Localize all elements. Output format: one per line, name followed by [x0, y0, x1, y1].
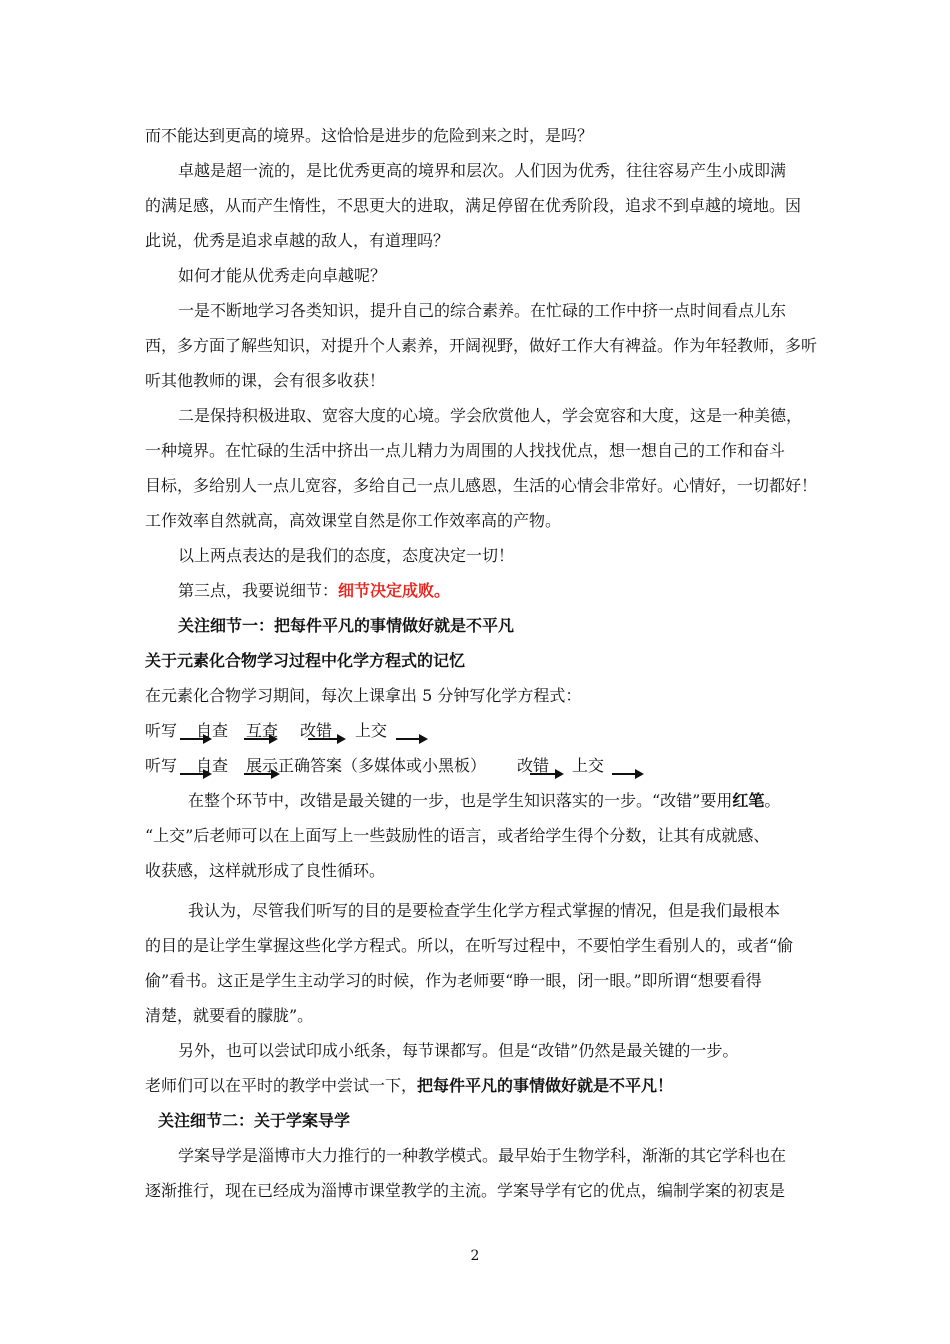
paragraph-line: 的满足感，从而产生惰性，不思更大的进取，满足停留在优秀阶段，追求不到卓越的境地。因	[145, 196, 802, 215]
flow-step: 听写	[145, 756, 178, 775]
section-heading: 关注细节一：把每件平凡的事情做好就是不平凡	[178, 616, 515, 635]
arrow-icon	[244, 738, 276, 740]
paragraph-line: 另外，也可以尝试印成小纸条，每节课都写。但是“改错”仍然是最关键的一步。	[178, 1041, 739, 1060]
paragraph-line: 逐渐推行，现在已经成为淄博市课堂教学的主流。学案导学有它的优点，编制学案的初衷是	[145, 1181, 786, 1200]
arrow-icon	[396, 738, 426, 740]
paragraph-line: 的目的是让学生掌握这些化学方程式。所以，在听写过程中，不要怕学生看别人的，或者“偷	[145, 936, 794, 955]
text-run: 第三点，我要说细节：	[178, 581, 339, 600]
paragraph-line	[145, 1076, 673, 1096]
flow-step: 听写	[145, 721, 178, 740]
paragraph-line: 清楚，就要看的朦胧”。	[145, 1006, 314, 1025]
flow-step: 上交	[572, 756, 605, 775]
paragraph-line: 如何才能从优秀走向卓越呢？	[178, 266, 387, 285]
arrow-icon	[244, 773, 278, 775]
emphasis-text: 把每件平凡的事情做好就是不平凡！	[417, 1076, 674, 1095]
text-run: 老师们可以在平时的教学中尝试一下，	[145, 1076, 418, 1095]
paragraph-line	[178, 581, 450, 601]
paragraph-line: 此说，优秀是追求卓越的敌人，有道理吗？	[145, 231, 450, 250]
section-heading: 关于元素化合物学习过程中化学方程式的记忆	[145, 651, 466, 670]
paragraph-line: 一种境界。在忙碌的生活中挤出一点儿精力为周围的人找找优点，想一想自己的工作和奋斗	[145, 441, 786, 460]
paragraph-line: 我认为，尽管我们听写的目的是要检查学生化学方程式掌握的情况，但是我们最根本	[188, 901, 781, 920]
text-run: 在整个环节中，改错是最关键的一步，也是学生知识落实的一步。“改错”要用	[188, 791, 733, 810]
paragraph-line: 在元素化合物学习期间，每次上课拿出 5 分钟写化学方程式：	[145, 686, 582, 705]
paragraph-line	[188, 791, 780, 811]
paragraph-line: “上交”后老师可以在上面写上一些鼓励性的语言，或者给学生得个分数，让其有成就感、	[145, 826, 770, 845]
flow-step: 自查	[196, 721, 229, 740]
arrow-icon	[530, 773, 562, 775]
paragraph-line: 偷”看书。这正是学生主动学习的时候，作为老师要“睁一眼，闭一眼。”即所谓“想要看得	[145, 971, 762, 990]
highlighted-text: 细节决定成败。	[338, 581, 451, 600]
flow-step: 展示正确答案（多媒体或小黑板）	[246, 756, 487, 775]
text-run: 。	[764, 791, 781, 810]
paragraph-line: 卓越是超一流的，是比优秀更高的境界和层次。人们因为优秀，往往容易产生小成即满	[178, 161, 787, 180]
flow-step: 上交	[355, 721, 388, 740]
flow-step: 改错	[517, 756, 550, 775]
paragraph-line: 二是保持积极进取、宽容大度的心境。学会欣赏他人，学会宽容和大度，这是一种美德，	[178, 406, 803, 425]
paragraph-line: 一是不断地学习各类知识，提升自己的综合素养。在忙碌的工作中挤一点时间看点儿东	[178, 301, 787, 320]
flow-step: 自查	[196, 756, 229, 775]
arrow-icon	[180, 738, 210, 740]
page-number: 2	[470, 1248, 480, 1264]
paragraph-line: 学案导学是淄博市大力推行的一种教学模式。最早始于生物学科，渐渐的其它学科也在	[178, 1146, 787, 1165]
flow-step: 改错	[300, 721, 333, 740]
section-heading: 关注细节二：关于学案导学	[158, 1111, 351, 1130]
paragraph-line: 工作效率自然就高，高效课堂自然是你工作效率高的产物。	[145, 511, 562, 530]
paragraph-line: 收获感，这样就形成了良性循环。	[145, 861, 386, 880]
arrow-icon	[308, 738, 344, 740]
paragraph-line: 以上两点表达的是我们的态度，态度决定一切！	[178, 546, 515, 565]
arrow-icon	[612, 773, 642, 775]
paragraph-line: 西，多方面了解些知识，对提升个人素养，开阔视野，做好工作大有裨益。作为年轻教师，多听	[145, 336, 818, 355]
paragraph-line: 目标，多给别人一点儿宽容，多给自己一点儿感恩，生活的心情会非常好。心情好，一切都好！	[145, 476, 818, 495]
arrow-icon	[180, 773, 210, 775]
paragraph-line: 听其他教师的课，会有很多收获！	[145, 371, 386, 390]
paragraph-line: 而不能达到更高的境界。这恰恰是进步的危险到来之时，是吗？	[145, 126, 594, 145]
emphasis-text: 红笔	[732, 791, 765, 810]
flow-step: 互查	[246, 721, 279, 740]
